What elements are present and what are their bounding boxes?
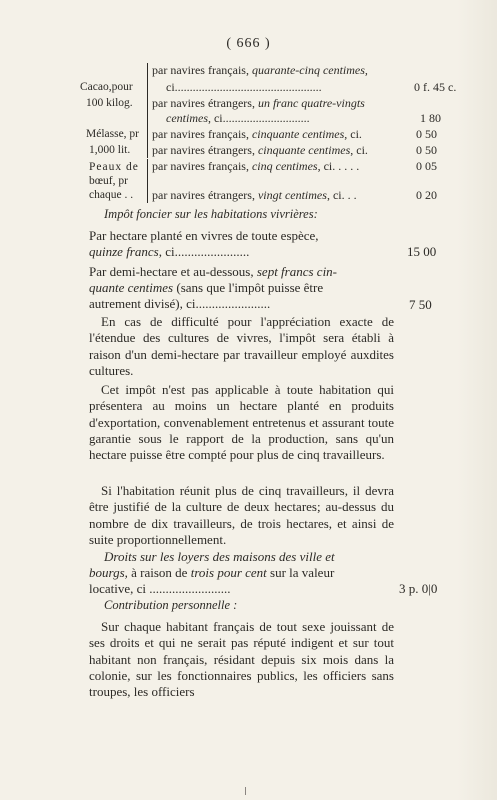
melasse-line-2-end: , ci. <box>350 143 368 157</box>
peaux-line-1-italic: cinq centimes <box>251 159 318 173</box>
cacao-amount-2: 1 80 <box>420 111 441 125</box>
melasse-line-2-italic: cinquante centimes <box>257 143 351 157</box>
cacao-line-1 <box>152 63 368 77</box>
demi-line-2-italic: quante centimes <box>89 280 174 295</box>
droits-line-2-italic-2: trois pour cent <box>190 565 267 580</box>
hectare-amount: 15 00 <box>407 244 437 259</box>
page-edge-shadow <box>457 0 497 800</box>
melasse-label-2: 1,000 lit. <box>89 144 131 156</box>
melasse-amount-1: 0 50 <box>416 127 437 141</box>
melasse-line-1-text: par navires français, <box>152 127 252 141</box>
peaux-label-1: Peaux de <box>89 161 139 173</box>
peaux-brace <box>147 159 148 203</box>
cacao-amount-1: 0 f. 45 c. <box>414 80 457 94</box>
cacao-line-1-text: par navires français, <box>152 63 252 77</box>
paragraph-travailleurs: Si l'habitation réunit plus de cinq travailleurs, il devra être justifié de la culture de deux hectares; au-dessus du nombre de dix travailleurs, de trois hectares, et ainsi de suite proportionnellement. <box>89 483 394 547</box>
cacao-line-4 <box>166 111 310 125</box>
melasse-line-2-text: par navires étrangers, <box>152 143 258 157</box>
droits-line-1-italic: Droits sur les loyers des maisons des ville et <box>104 549 335 564</box>
droits-amount: 3 p. 0|0 <box>399 581 438 596</box>
droits-line-2-italic: bourgs, <box>89 565 128 580</box>
demi-line-1-italic: sept francs cin- <box>256 264 338 279</box>
demi-line-2-text: (sans que l'impôt puisse être <box>173 280 324 295</box>
droits-line-1 <box>104 550 335 564</box>
hectare-line-2 <box>89 244 249 260</box>
melasse-line-2 <box>152 143 368 157</box>
peaux-line-1-end: , ci. . . . . <box>317 159 360 173</box>
cacao-line-2: ci................................................. <box>166 80 322 94</box>
cacao-line-3-italic: un franc quatre-vingts <box>257 96 365 110</box>
demi-line-3: autrement divisé), ci....................... <box>89 296 271 311</box>
demi-amount: 7 50 <box>409 297 432 312</box>
melasse-line-1-italic: cinquante centimes <box>251 127 345 141</box>
cacao-line-3 <box>152 96 365 110</box>
demi-line-1 <box>89 264 337 280</box>
cacao-line-4-italic: centimes <box>166 111 208 125</box>
hectare-line-2-text: , ci....................... <box>158 244 250 259</box>
paragraph-exception: Cet impôt n'est pas applicable à toute habitation qui présentera au moins un hectare planté en produits d'exportation, convenablement entretenus et assurant toute garantie sous le rapport de la production, sans qu'un hectare puisse être compté pour plus de cinq travailleurs. <box>89 382 394 463</box>
melasse-line-1 <box>152 127 362 141</box>
cacao-line-3-text: par navires étrangers, <box>152 96 258 110</box>
peaux-amount-2: 0 20 <box>416 188 437 202</box>
melasse-brace <box>147 126 148 158</box>
cacao-line-1-italic: quarante-cinq centimes, <box>251 63 368 77</box>
paragraph-difficulte: En cas de difficulté pour l'appréciation exacte de l'étendue des cultures de vivres, l'impôt sera établi à raison d'un demi-hectare par travailleur employé auxdites cultures. <box>89 314 394 378</box>
hectare-line-1: Par hectare planté en vivres de toute espèce, <box>89 228 319 243</box>
peaux-label-2: bœuf, pr <box>89 175 128 187</box>
cacao-line-4-text: , ci............................. <box>207 111 310 125</box>
droits-line-2-text: à raison de <box>127 565 191 580</box>
melasse-amount-2: 0 50 <box>416 143 437 157</box>
cacao-label-2: 100 kilog. <box>86 97 133 109</box>
peaux-line-2-italic: vingt centimes <box>257 188 327 202</box>
droits-line-2-end: sur la valeur <box>266 565 335 580</box>
hectare-italic: quinze francs <box>89 244 159 259</box>
peaux-line-1-text: par navires français, <box>152 159 252 173</box>
demi-line-2 <box>89 280 323 296</box>
peaux-amount-1: 0 05 <box>416 159 437 173</box>
peaux-line-2 <box>152 188 357 202</box>
cacao-brace <box>147 63 148 129</box>
melasse-label-1: Mélasse, pr <box>86 128 140 140</box>
peaux-line-2-text: par navires étrangers, <box>152 188 258 202</box>
paragraph-contribution: Sur chaque habitant français de tout sexe jouissant de ses droits et qui ne serait pas réputé indigent et sur tout habitant non français, résidant depuis six mois dans la colonie, sur les fonctionnaires publics, les officiers sans troupes, les officiers <box>89 619 394 700</box>
page-bottom-mark <box>245 787 246 795</box>
droits-line-2 <box>89 566 334 580</box>
demi-line-1-text: Par demi-hectare et au-dessous, <box>89 264 257 279</box>
melasse-line-1-end: , ci. <box>344 127 362 141</box>
impot-heading: Impôt foncier sur les habitations vivrières: <box>104 207 318 221</box>
peaux-line-2-end: , ci. . . <box>326 188 357 202</box>
peaux-line-1 <box>152 159 359 173</box>
page-number: ( 666 ) <box>226 36 271 51</box>
peaux-label-3: chaque . . <box>89 189 134 201</box>
cacao-label-1: Cacao,pour <box>80 81 133 93</box>
contribution-heading: Contribution personnelle : <box>104 598 238 612</box>
droits-line-3: locative, ci ......................... <box>89 581 231 596</box>
